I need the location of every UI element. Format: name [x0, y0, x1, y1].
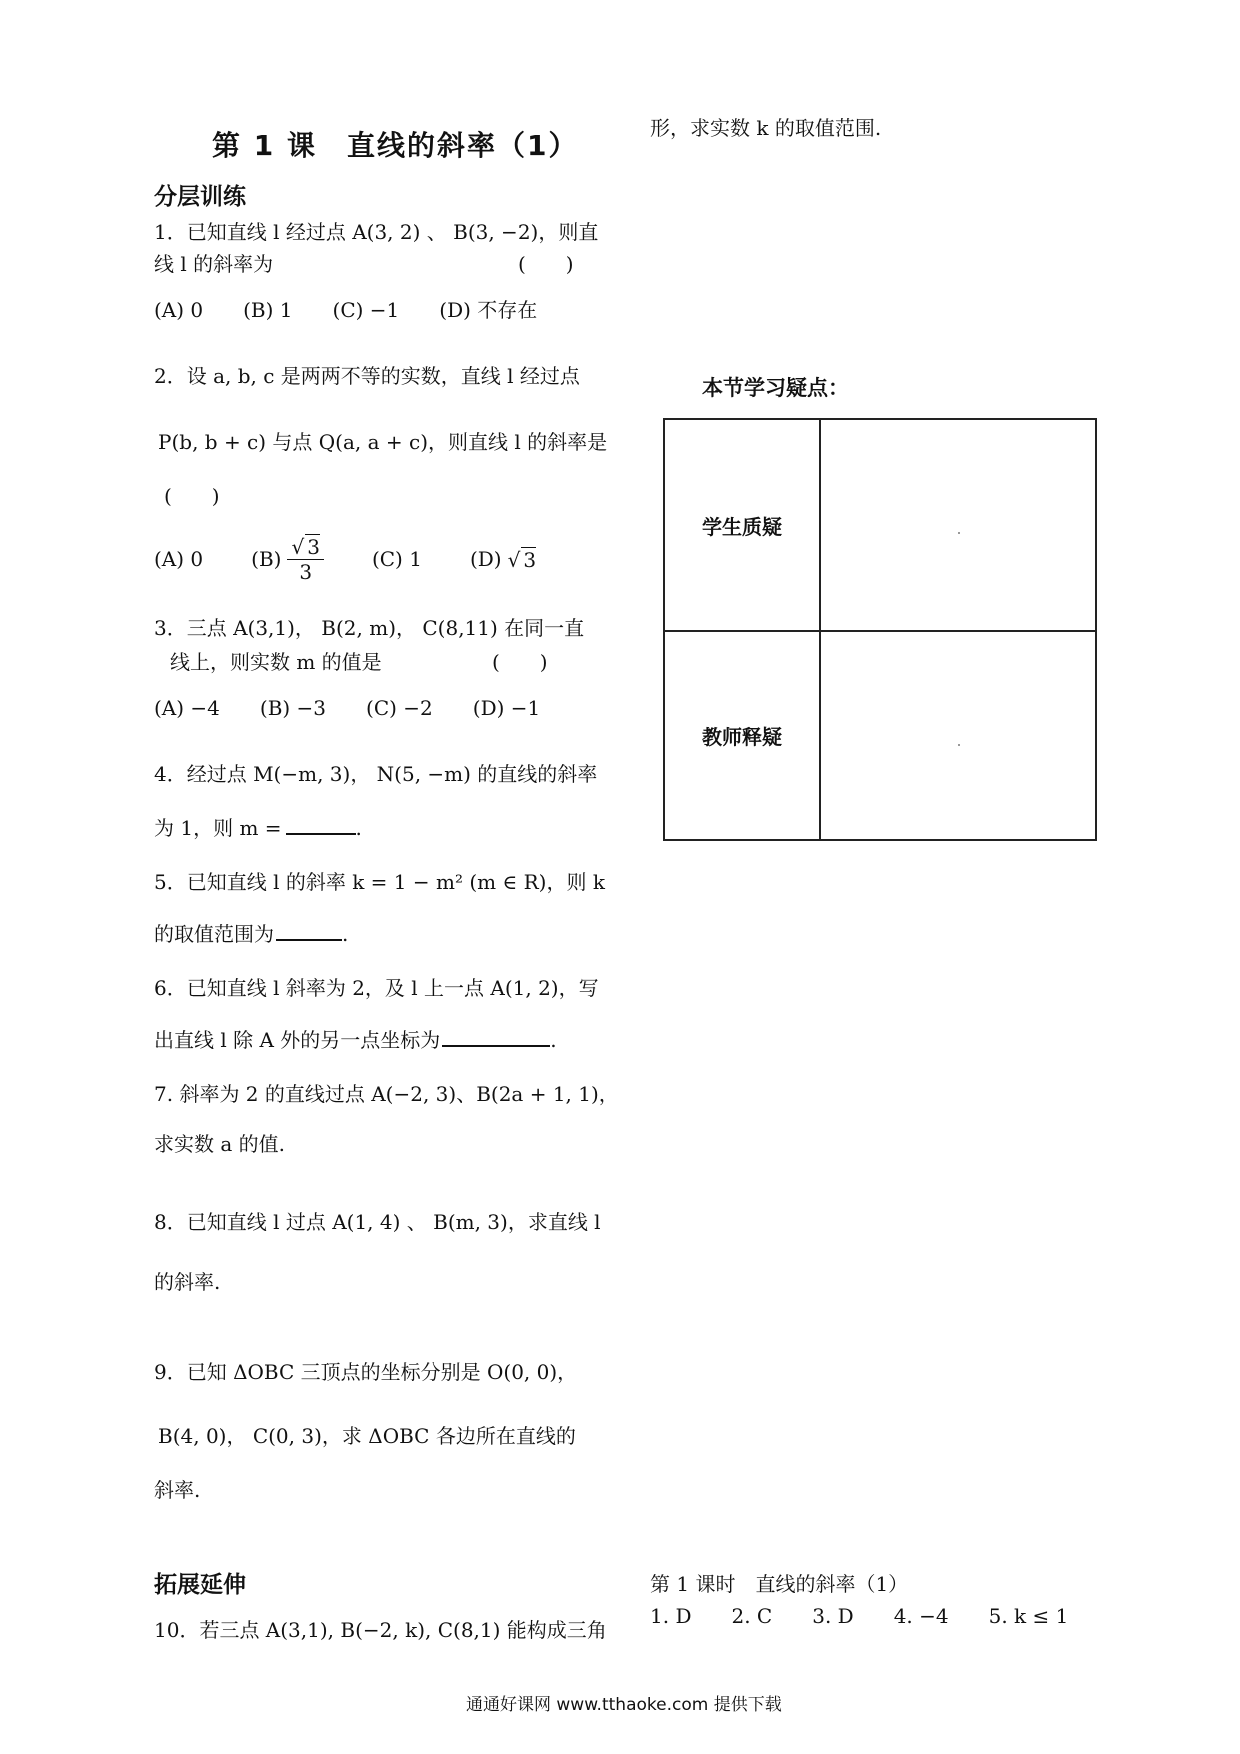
question-2-option-b: (B)	[251, 547, 282, 571]
question-2-option-d-radicand: 3	[523, 547, 537, 572]
question-6-line-2	[154, 1024, 557, 1053]
question-2-option-a: (A) 0	[154, 547, 204, 571]
section-heading-layered-training: 分层训练	[154, 184, 246, 210]
question-4-line-1: 4．经过点 M(−m, 3)， N(5, −m) 的直线的斜率	[154, 762, 598, 786]
question-2-line-2: P(b, b + c) 与点 Q(a, a + c)，则直线 l 的斜率是	[158, 430, 608, 454]
question-9-line-2: B(4, 0)， C(0, 3)，求 ΔOBC 各边所在直线的	[158, 1424, 576, 1448]
answers-line: 1. D 2. C 3. D 4. −4 5. k ≤ 1	[650, 1604, 1069, 1628]
student-answer-cell[interactable]	[958, 532, 960, 534]
question-5-line-1: 5．已知直线 l 的斜率 k = 1 − m² (m ∈ R)，则 k	[154, 870, 605, 894]
teacher-answers-label: 教师释疑	[702, 725, 782, 749]
doubts-heading: 本节学习疑点：	[702, 376, 849, 400]
question-4-line-2	[154, 812, 362, 841]
question-1-line-2: 线 l 的斜率为	[154, 252, 274, 276]
question-1-line-1: 1．已知直线 l 经过点 A(3, 2) 、 B(3, −2)，则直	[154, 220, 599, 244]
question-5-line-2	[154, 918, 348, 947]
question-3-options: (A) −4 (B) −3 (C) −2 (D) −1	[154, 696, 541, 720]
question-2-option-b-denominator: 3	[299, 560, 313, 584]
teacher-answer-cell[interactable]	[958, 744, 960, 746]
question-2-line-1: 2．设 a, b, c 是两两不等的实数，直线 l 经过点	[154, 364, 580, 388]
question-2-answer-paren: ( )	[164, 484, 220, 508]
student-questions-label: 学生质疑	[702, 514, 782, 539]
question-5-answer-blank[interactable]	[276, 921, 342, 941]
section-heading-extension: 拓展延伸	[154, 1572, 246, 1598]
doubts-table	[663, 418, 1097, 841]
question-9-line-3: 斜率.	[154, 1478, 201, 1502]
question-2-option-b-numerator: 3	[307, 535, 320, 559]
question-2-option-d: (D)	[469, 547, 502, 571]
question-6-prompt: 出直线 l 除 A 外的另一点坐标为	[154, 1028, 441, 1052]
question-3-line-1: 3．三点 A(3,1)， B(2, m)， C(8,11) 在同一直	[154, 616, 585, 640]
question-9-line-1: 9．已知 ΔOBC 三顶点的坐标分别是 O(0, 0)，	[154, 1360, 578, 1384]
question-6-period: .	[550, 1028, 557, 1052]
question-5-prompt: 的取值范围为	[154, 922, 274, 946]
footer-source: 通通好课网 www.tthaoke.com 提供下载	[466, 1695, 782, 1715]
question-3-line-2: 线上，则实数 m 的值是	[170, 650, 382, 674]
question-10-line-2: 形，求实数 k 的取值范围.	[650, 116, 882, 140]
answers-heading: 第 1 课时 直线的斜率（1）	[650, 1572, 909, 1596]
question-7-line-1: 7. 斜率为 2 的直线过点 A(−2, 3)、B(2a + 1, 1)，	[154, 1082, 619, 1106]
question-2-option-c: (C) 1	[371, 547, 422, 571]
question-8-line-2: 的斜率.	[154, 1270, 221, 1294]
question-4-answer-blank[interactable]	[286, 815, 356, 835]
lesson-title: 第 1 课 直线的斜率（1）	[212, 129, 579, 162]
question-6-line-1: 6．已知直线 l 斜率为 2，及 l 上一点 A(1, 2)，写	[154, 976, 599, 1000]
question-4-period: .	[355, 816, 362, 840]
question-10-line-1: 10．若三点 A(3,1), B(−2, k), C(8,1) 能构成三角	[154, 1618, 607, 1642]
question-4-prompt: 为 1，则 m =	[154, 816, 282, 840]
question-3-answer-paren: ( )	[492, 650, 548, 674]
question-7-line-2: 求实数 a 的值.	[154, 1132, 285, 1156]
question-1-answer-paren: ( )	[518, 252, 574, 276]
question-1-options: (A) 0 (B) 1 (C) −1 (D) 不存在	[154, 298, 538, 322]
question-5-period: .	[342, 922, 349, 946]
question-8-line-1: 8．已知直线 l 过点 A(1, 4) 、 B(m, 3)，求直线 l	[154, 1210, 601, 1234]
question-2-options: (A) 0 (B) $\frac{√ 3}{3}$ (C) 1 (D) √ 3	[154, 535, 537, 584]
question-2-option-b-fraction: $\frac{√ 3}{3}$	[287, 534, 323, 584]
question-6-answer-blank[interactable]	[442, 1027, 550, 1047]
